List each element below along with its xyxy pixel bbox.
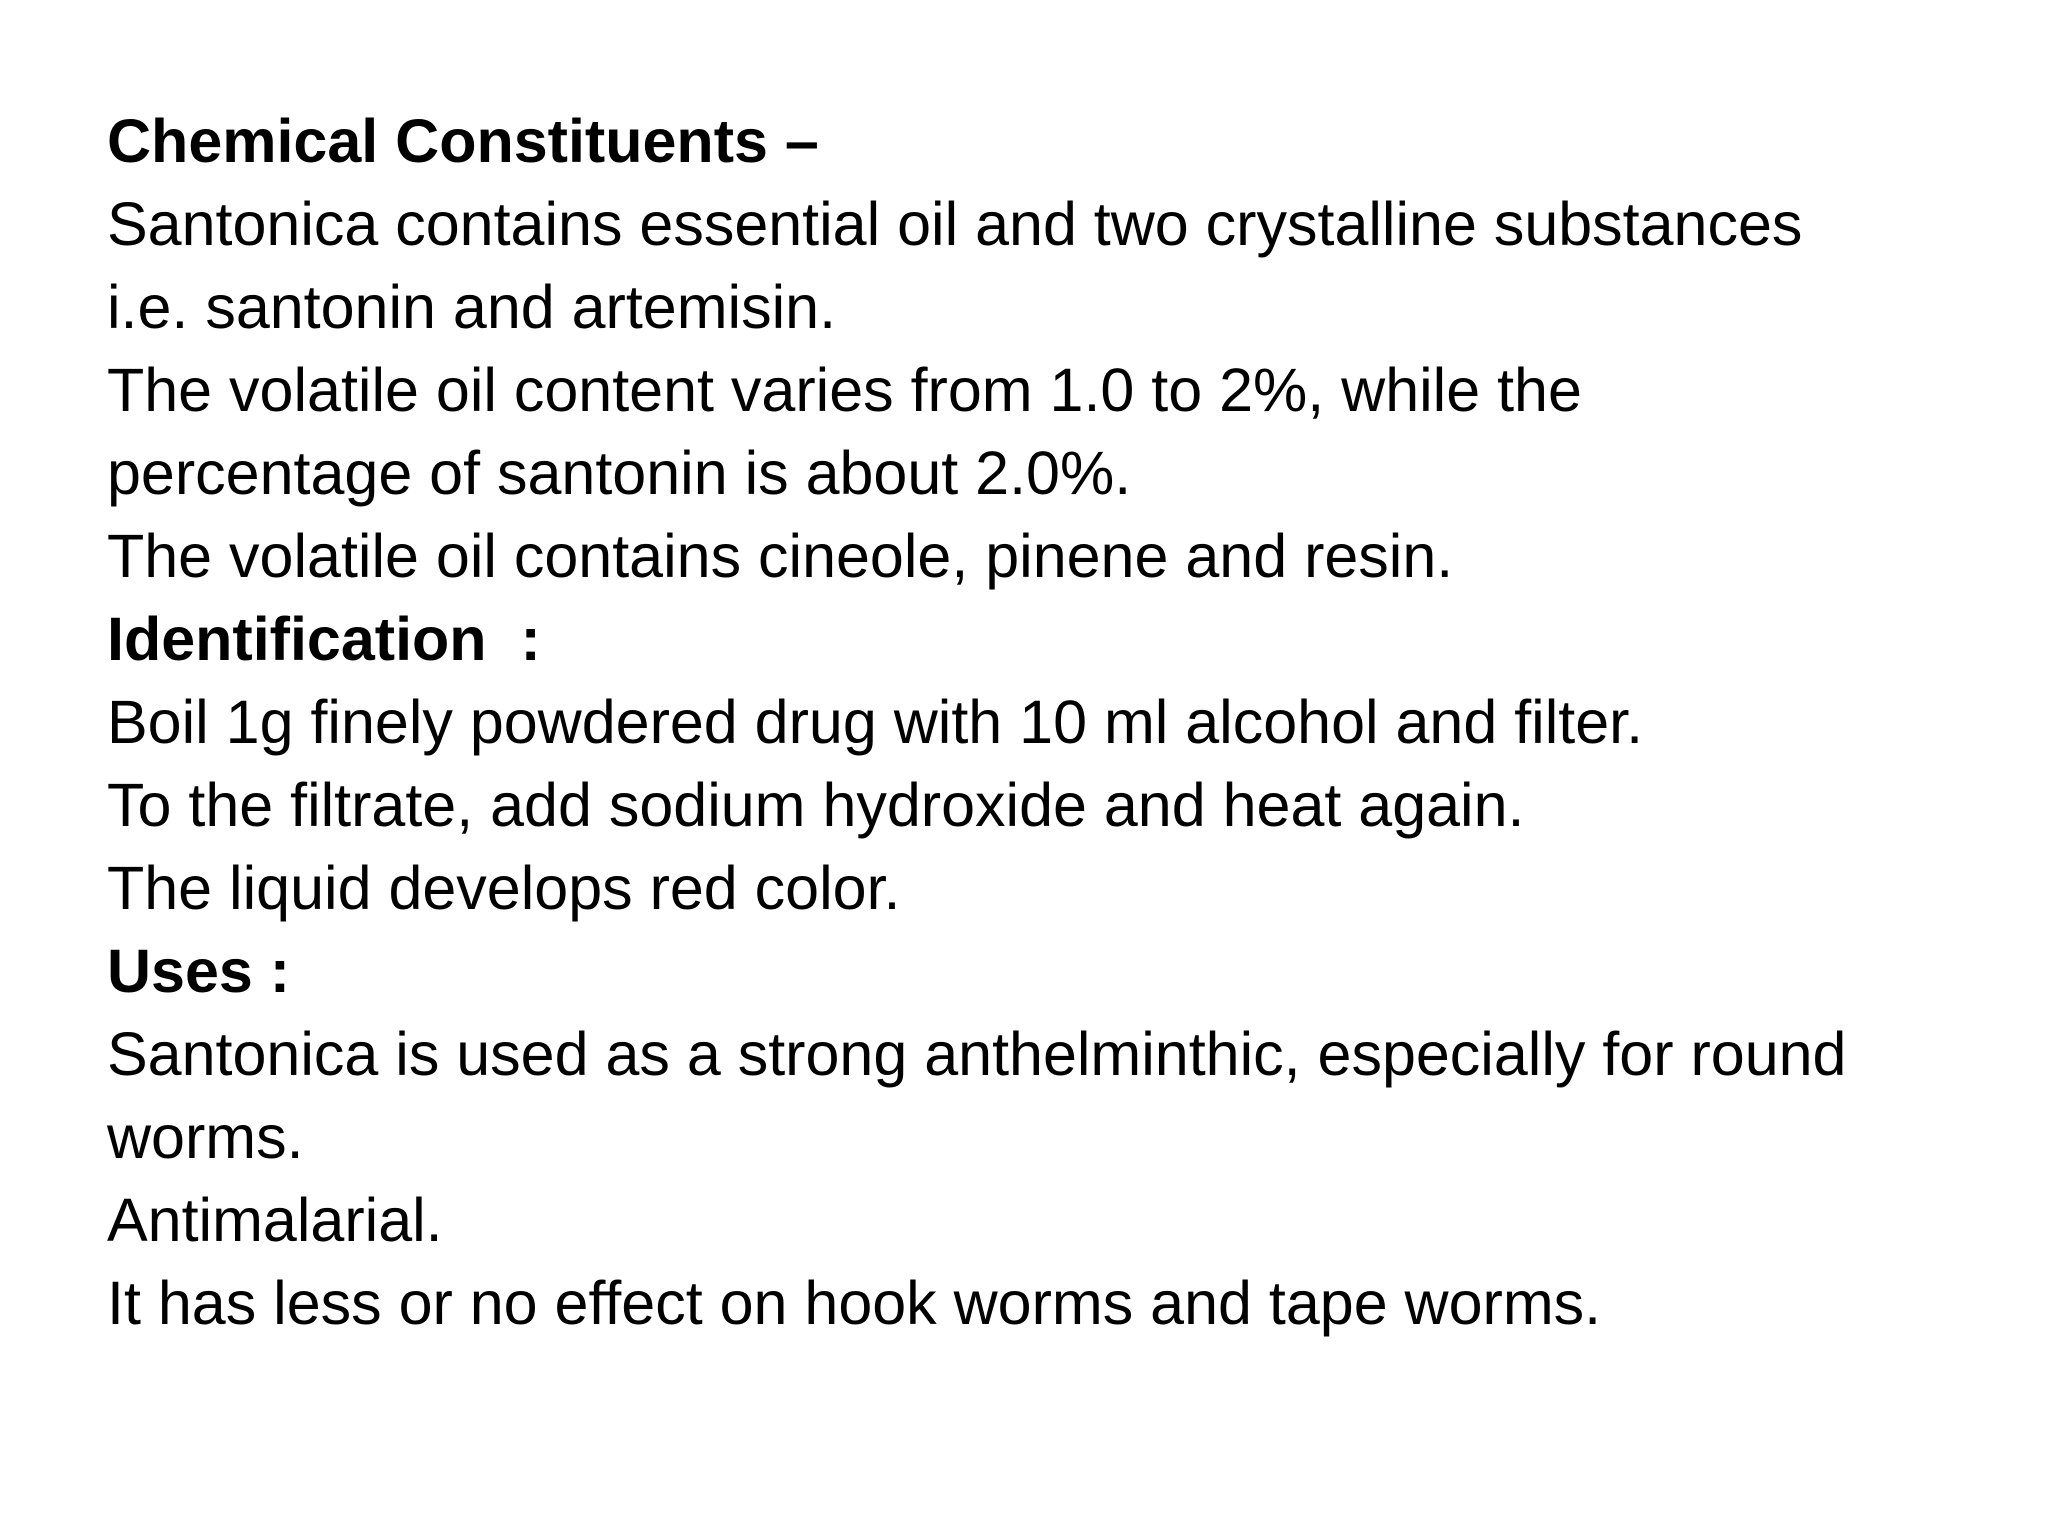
slide-body — [107, 100, 1987, 1345]
section-chemical-constituents — [107, 100, 1987, 598]
text-line: To the filtrate, add sodium hydroxide and heat again. — [107, 771, 1525, 839]
text-line: percentage of santonin is about 2.0%. — [107, 439, 1132, 507]
text-line: i.e. santonin and artemisin. — [107, 273, 837, 341]
text-line: Antimalarial. — [107, 1186, 443, 1254]
text-line: Boil 1g finely powdered drug with 10 ml alcohol and filter. — [107, 688, 1644, 756]
section-uses — [107, 930, 1987, 1345]
text-line: worms. — [107, 1103, 304, 1171]
section-heading: Uses : — [107, 937, 291, 1005]
text-line: Santonica is used as a strong anthelminthic, especially for round — [107, 1020, 1847, 1088]
text-line: The volatile oil contains cineole, pinene and resin. — [107, 522, 1454, 590]
section-identification — [107, 598, 1987, 930]
section-heading: Chemical Constituents – — [107, 107, 819, 175]
section-heading: Identification : — [107, 605, 541, 673]
text-line: The volatile oil content varies from 1.0 to 2%, while the — [107, 356, 1582, 424]
text-line: The liquid develops red color. — [107, 854, 901, 922]
text-line: Santonica contains essential oil and two crystalline substances — [107, 190, 1803, 258]
text-line: It has less or no effect on hook worms and tape worms. — [107, 1269, 1602, 1337]
